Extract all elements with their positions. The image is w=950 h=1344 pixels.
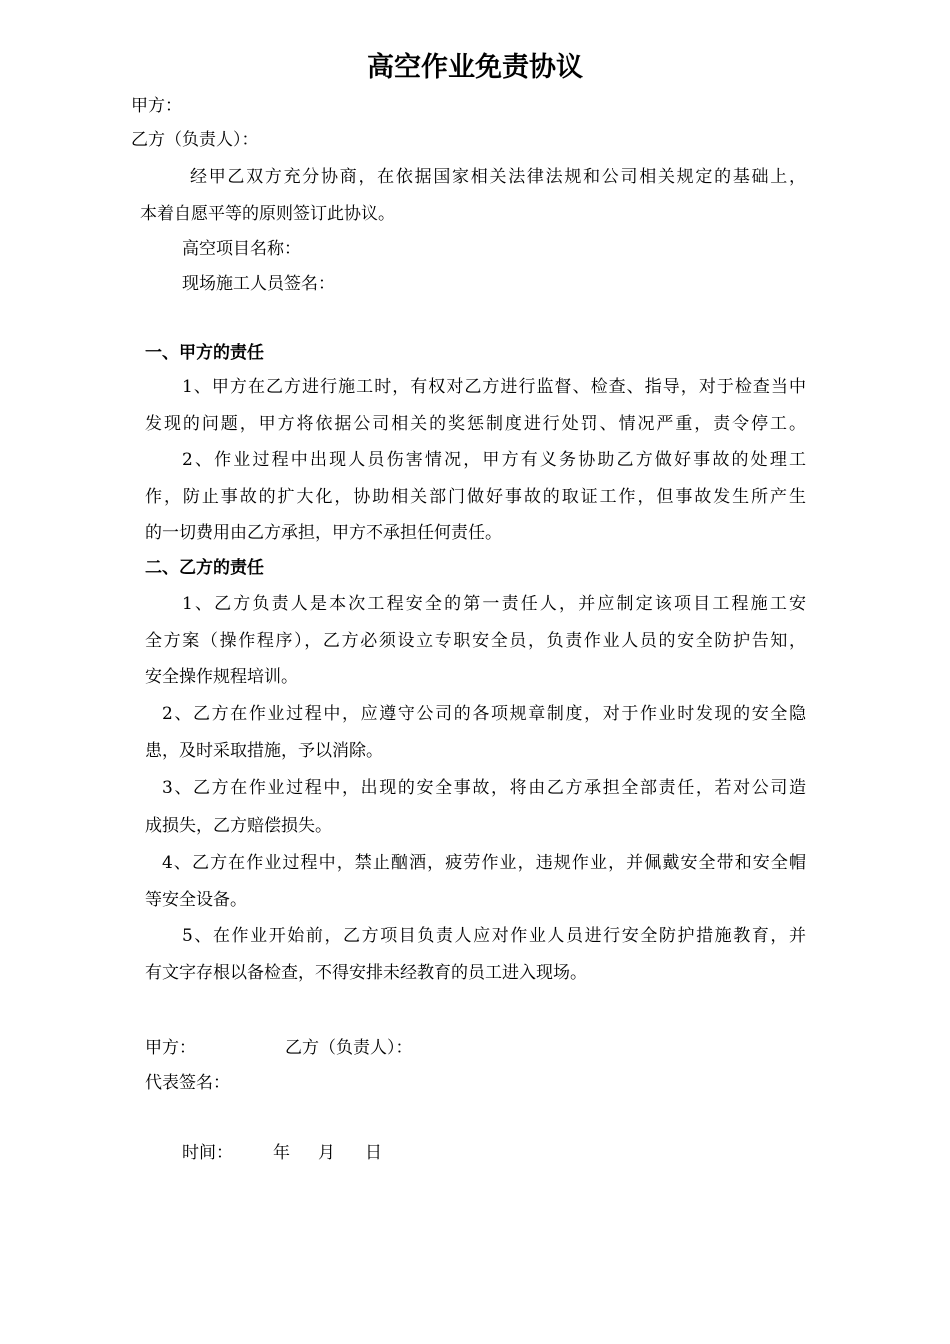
month-label: 月 <box>318 1143 335 1163</box>
section-2-item-5-line-1: 5、在作业开始前，乙方项目负责人应对作业人员进行安全防护措施教育，并 <box>182 926 806 946</box>
signature-party-b: 乙方（负责人）： <box>285 1038 413 1058</box>
day-label: 日 <box>365 1143 382 1163</box>
section-1-item-1-line-2: 发现的问题，甲方将依据公司相关的奖惩制度进行处罚、情况严重，责令停工。 <box>145 414 806 434</box>
section-2-heading: 二、乙方的责任 <box>145 558 264 578</box>
section-2-item-4-line-1: 4、乙方在作业过程中，禁止酗酒，疲劳作业，违规作业，并佩戴安全带和安全帽 <box>162 853 806 873</box>
representative-signature-label: 代表签名： <box>145 1073 230 1093</box>
project-name-label: 高空项目名称： <box>182 239 301 259</box>
section-1-item-2-line-1: 2、作业过程中出现人员伤害情况，甲方有义务协助乙方做好事故的处理工 <box>182 450 806 470</box>
section-2-item-4-line-2: 等安全设备。 <box>145 890 247 910</box>
section-2-item-1-line-3: 安全操作规程培训。 <box>145 667 298 687</box>
section-2-item-5-line-2: 有文字存根以备检查，不得安排未经教育的员工进入现场。 <box>145 963 587 983</box>
section-1-item-2-line-3: 的一切费用由乙方承担，甲方不承担任何责任。 <box>145 523 502 543</box>
section-1-item-2-line-2: 作，防止事故的扩大化，协助相关部门做好事故的取证工作，但事故发生所产生 <box>145 487 806 507</box>
section-2-item-3-line-2: 成损失，乙方赔偿损失。 <box>145 816 332 836</box>
document-title: 高空作业免责协议 <box>367 52 583 83</box>
intro-line-1: 经甲乙双方充分协商，在依据国家相关法律法规和公司相关规定的基础上， <box>190 167 806 187</box>
signature-party-a: 甲方： <box>145 1038 196 1058</box>
time-label: 时间： <box>182 1143 233 1163</box>
header-party-b: 乙方（负责人）： <box>131 130 259 150</box>
section-2-item-1-line-2: 全方案（操作程序），乙方必须设立专职安全员，负责作业人员的安全防护告知， <box>145 631 806 651</box>
section-2-item-2-line-1: 2、乙方在作业过程中，应遵守公司的各项规章制度，对于作业时发现的安全隐 <box>162 704 806 724</box>
section-1-heading: 一、甲方的责任 <box>145 343 264 363</box>
year-label: 年 <box>273 1143 290 1163</box>
intro-line-2: 本着自愿平等的原则签订此协议。 <box>140 204 395 224</box>
section-2-item-3-line-1: 3、乙方在作业过程中，出现的安全事故，将由乙方承担全部责任，若对公司造 <box>162 778 806 798</box>
section-2-item-2-line-2: 患，及时采取措施，予以消除。 <box>145 741 383 761</box>
section-1-item-1-line-1: 1、甲方在乙方进行施工时，有权对乙方进行监督、检查、指导，对于检查当中 <box>182 377 806 397</box>
worker-sign-label: 现场施工人员签名： <box>182 274 335 294</box>
section-2-item-1-line-1: 1、乙方负责人是本次工程安全的第一责任人，并应制定该项目工程施工安 <box>182 594 806 614</box>
header-party-a: 甲方： <box>131 96 182 116</box>
